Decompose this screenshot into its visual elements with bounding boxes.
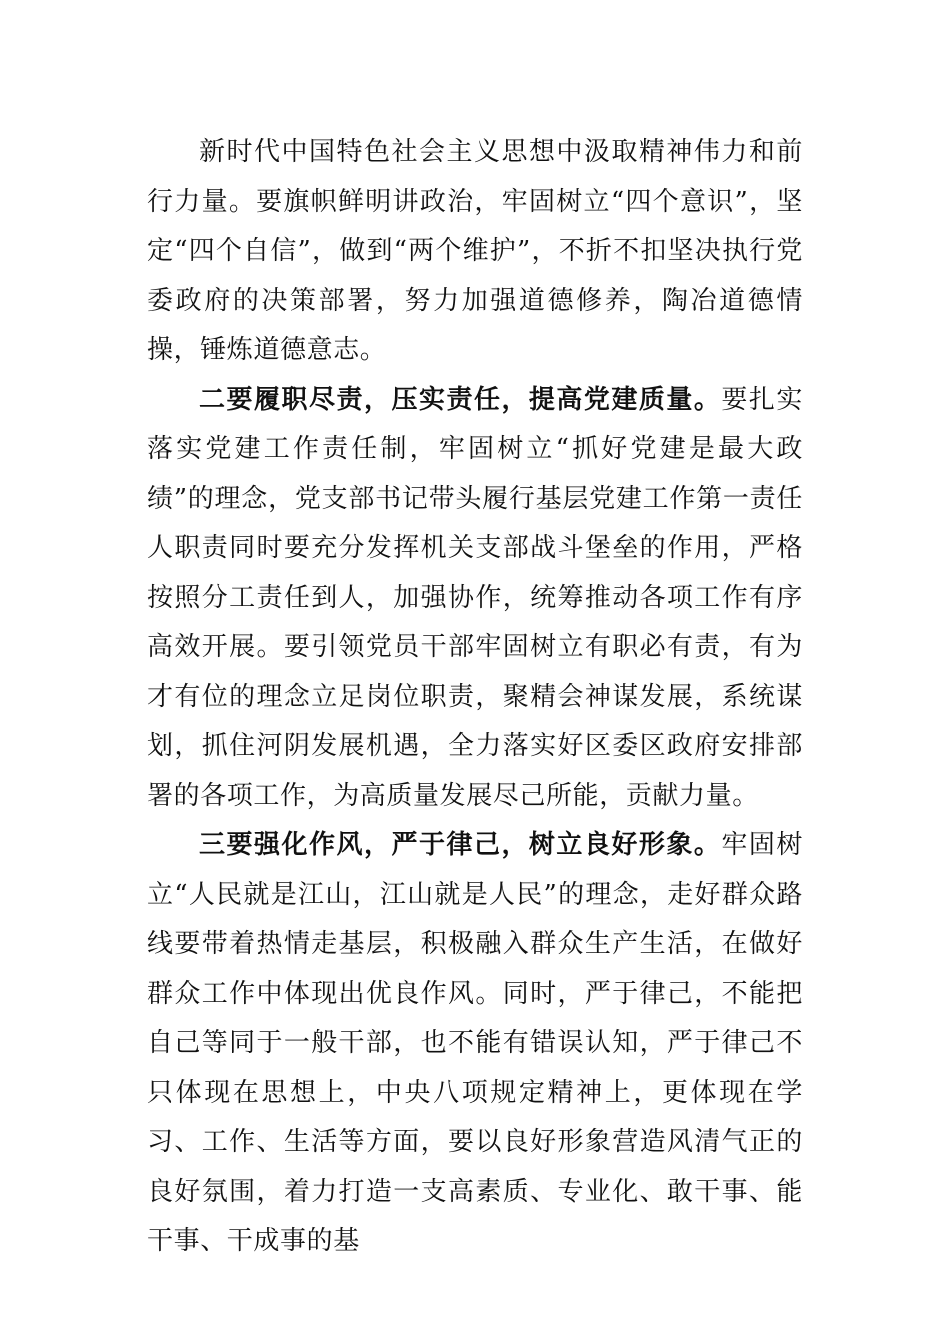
paragraph-2-body: 要扎实落实党建工作责任制，牢固树立“抓好党建是最大政绩”的理念，党支部书记带头履行基层党建工作第一责任人职责同时要充分发挥机关支部战斗堡垒的作用，严格按照分工责任到人，加强协作，统筹推动各项工作有序高效开展。要引领党员干部牢固树立有职必有责，有为才有位的理念立足岗位职责，聚精会神谋发展，系统谋划，抓住河阴发展机遇，全力落实好区委区政府安排部署的各项工作，为高质量发展尽己所能，贡献力量。	[147, 384, 803, 811]
paragraph-1	[147, 128, 803, 376]
paragraph-2	[147, 376, 803, 822]
paragraph-3-heading: 三要强化作风，严于律己，树立良好形象。	[199, 830, 722, 860]
document-body	[147, 128, 803, 1267]
paragraph-3	[147, 821, 803, 1267]
paragraph-2-heading: 二要履职尽责，压实责任，提高党建质量。	[199, 384, 722, 415]
paragraph-1-body: 新时代中国特色社会主义思想中汲取精神伟力和前行力量。要旗帜鲜明讲政治，牢固树立“四个意识”，坚定“四个自信”，做到“两个维护”，不折不扣坚决执行党委政府的决策部署，努力加强道德修养，陶冶道德情操，锤炼道德意志。	[147, 137, 803, 365]
paragraph-3-body: 牢固树立“人民就是江山，江山就是人民”的理念，走好群众路线要带着热情走基层，积极融入群众生产生活，在做好群众工作中体现出优良作风。同时，严于律己，不能把自己等同于一般干部，也不能有错误认知，严于律己不只体现在思想上，中央八项规定精神上，更体现在学习、工作、生活等方面，要以良好形象营造风清气正的良好氛围，着力打造一支高素质、专业化、敢干事、能干事、干成事的基	[147, 830, 803, 1256]
